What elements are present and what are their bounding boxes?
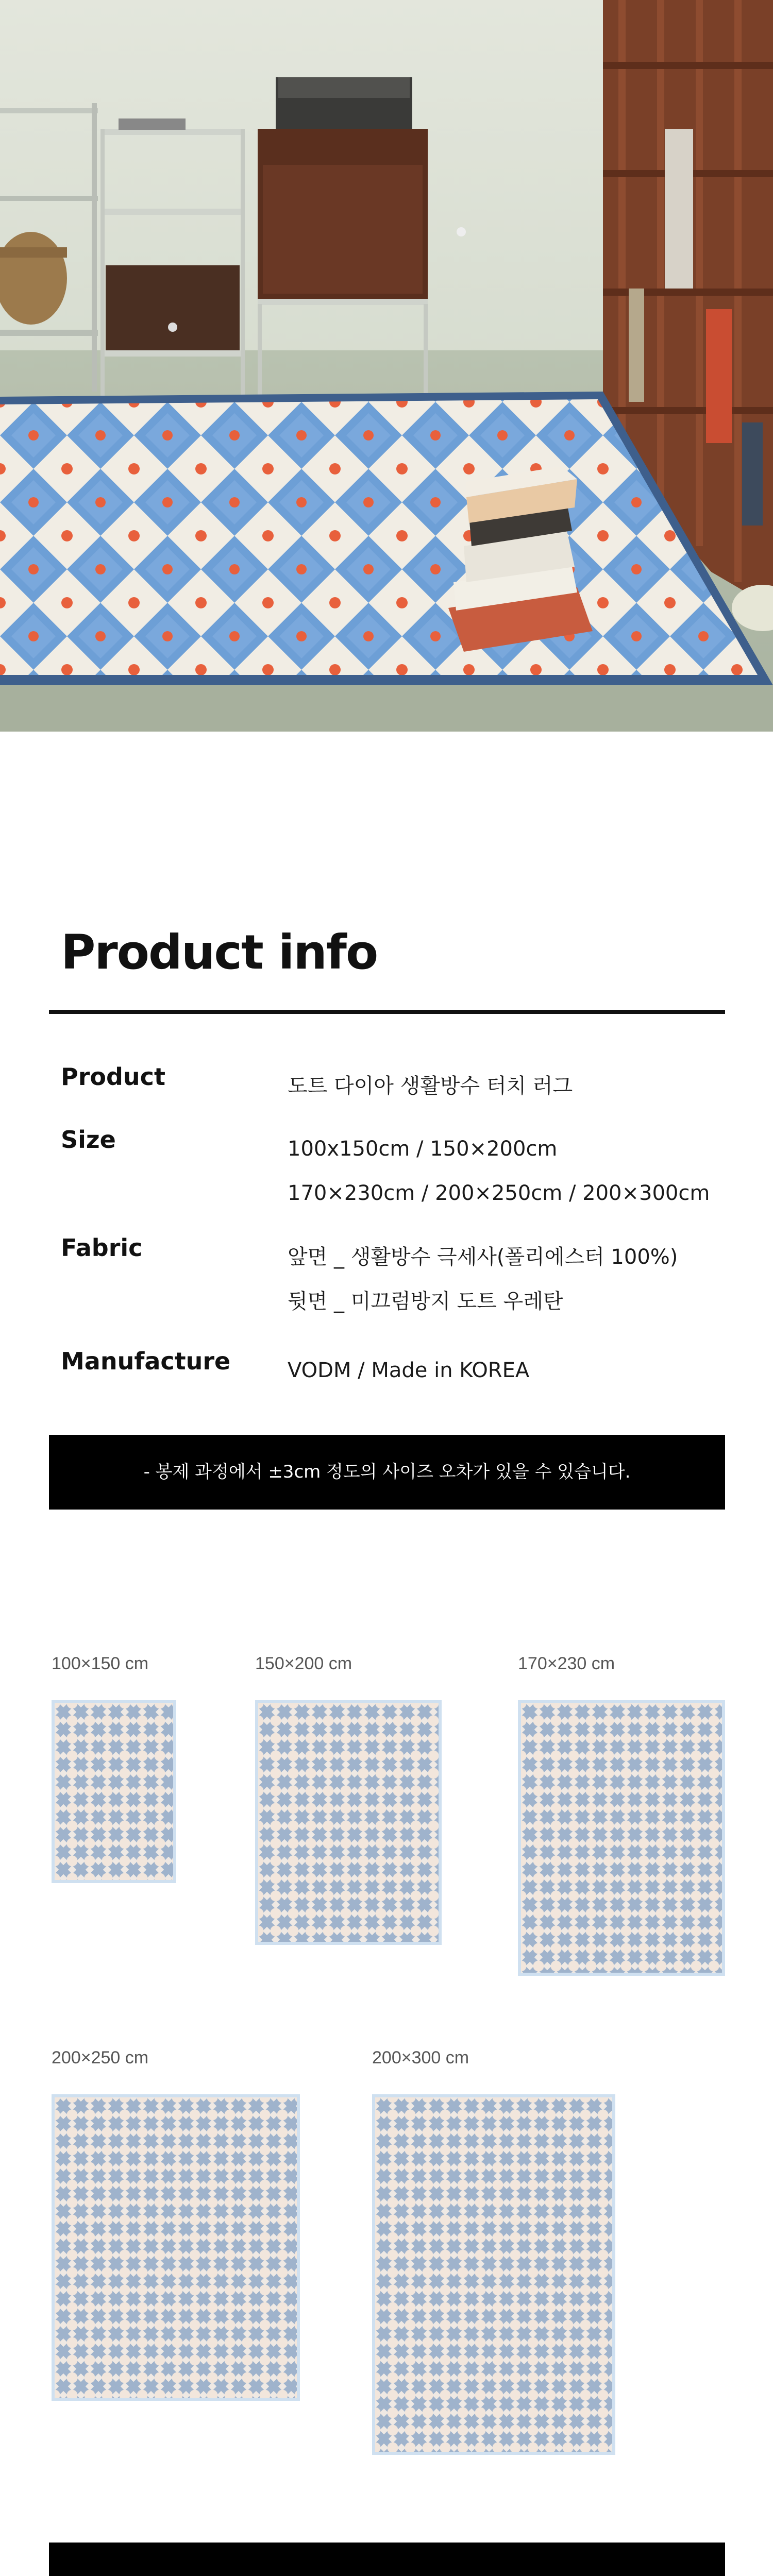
info-label: Product xyxy=(61,1063,165,1091)
info-label: Fabric xyxy=(61,1234,143,1262)
size-label-150x200: 150×200 cm xyxy=(255,1654,352,1673)
info-value xyxy=(288,1235,678,1324)
rug-diagram-200x300 xyxy=(372,2094,615,2455)
info-value-line: 도트 다이아 생활방수 터치 러그 xyxy=(288,1074,573,1098)
size-label-200x250: 200×250 cm xyxy=(52,2048,149,2067)
pattern-notice xyxy=(49,2543,725,2576)
size-label-100x150: 100×150 cm xyxy=(52,1654,149,1673)
rug-diagram-150x200 xyxy=(255,1700,442,1945)
hero-photo xyxy=(0,0,773,732)
info-label: Manufacture xyxy=(61,1347,231,1375)
info-value-line: 170×230cm / 200×250cm / 200×300cm xyxy=(288,1181,710,1205)
info-value-line: 뒷면 _ 미끄럼방지 도트 우레탄 xyxy=(288,1290,563,1313)
title-divider xyxy=(49,1010,725,1014)
product-info-title: Product info xyxy=(61,925,378,980)
size-label-200x300: 200×300 cm xyxy=(372,2048,469,2067)
notice-text: - 봉제 과정에서 ±3cm 정도의 사이즈 오차가 있을 수 있습니다. xyxy=(143,1462,631,1482)
info-value xyxy=(288,1348,529,1393)
size-tolerance-notice xyxy=(49,1435,725,1510)
info-value-line: VODM / Made in KOREA xyxy=(288,1359,530,1382)
info-value-line: 100x150cm / 150×200cm xyxy=(288,1137,558,1161)
info-value xyxy=(288,1127,710,1215)
info-label: Size xyxy=(61,1126,116,1154)
info-value-line: 앞면 _ 생활방수 극세사(폴리에스터 100%) xyxy=(288,1245,678,1269)
info-value xyxy=(288,1064,573,1108)
rug-diagram-170x230 xyxy=(518,1700,725,1976)
book-stack xyxy=(448,466,593,652)
rug-diagram-200x250 xyxy=(52,2094,300,2401)
rug-diagram-100x150 xyxy=(52,1700,176,1883)
notice-line-1 xyxy=(49,2572,725,2576)
size-label-170x230: 170×230 cm xyxy=(518,1654,615,1673)
